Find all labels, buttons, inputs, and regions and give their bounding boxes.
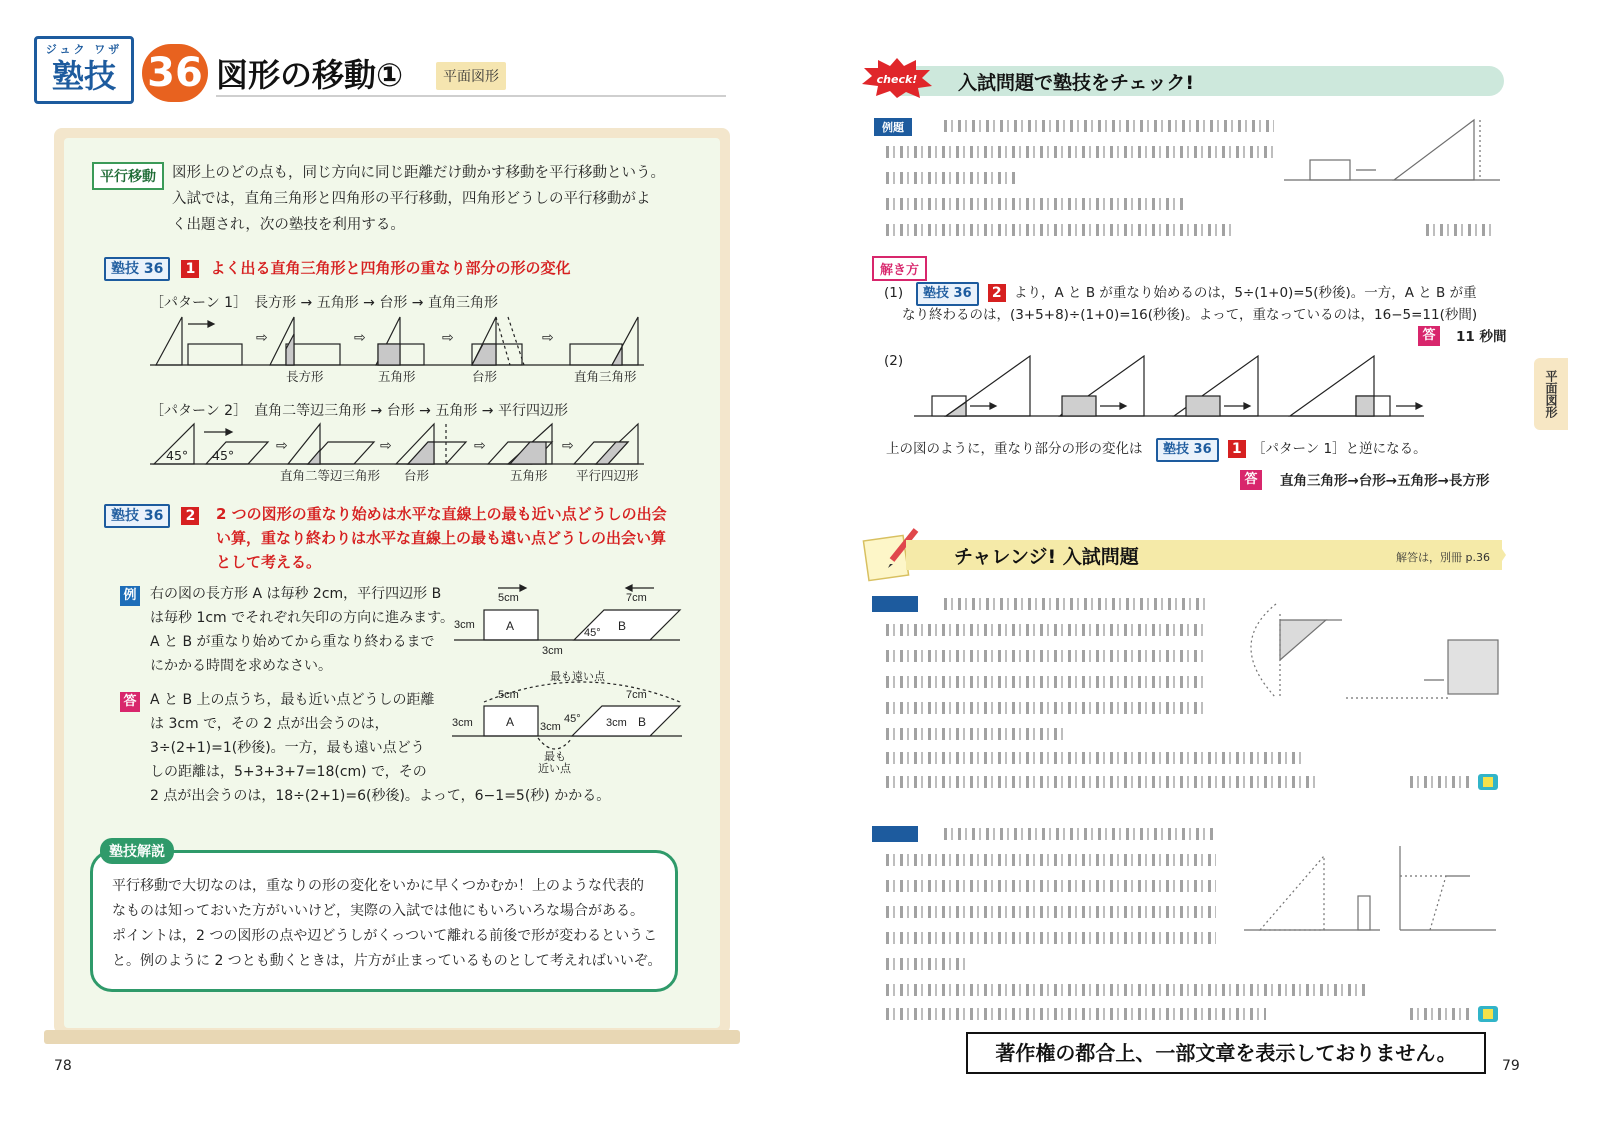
pattern-1-label-triangle: 直角三角形 xyxy=(574,369,637,384)
answer-line: 2 点が出会うのは，18÷(2+1)=6(秒後)。よって，6−1=5(秒) かかる。 xyxy=(150,788,611,804)
jukugi-2-heading-3: として考える。 xyxy=(216,553,322,571)
jukugi-1-heading: よく出る直角三角形と四角形の重なり部分の形の変化 xyxy=(210,259,571,277)
check-burst-icon xyxy=(862,58,932,98)
challenge-note: 解答は，別冊 p.36 xyxy=(1396,551,1490,564)
answer-fig-label: 3cm xyxy=(452,717,473,729)
jukugi-chip: 塾技 36 xyxy=(916,282,979,306)
example-fig-label: 5cm xyxy=(498,592,519,604)
example-fig-label: 3cm xyxy=(542,645,563,657)
redacted-text xyxy=(1410,776,1470,788)
jukugi-2-heading-2: い算，重なり終わりは水平な直線上の最も遠い点どうしの出会い算 xyxy=(216,529,667,547)
redacted-text xyxy=(886,728,1066,740)
redacted-text xyxy=(1410,1008,1470,1020)
pattern-1-label-trapezoid: 台形 xyxy=(472,369,498,384)
redacted-text xyxy=(886,1008,1266,1020)
pattern-2-diagram xyxy=(148,420,648,474)
intro-line-2: 入試では，直角三角形と四角形の平行移動，四角形どうしの平行移動がよ xyxy=(172,191,651,207)
redacted-text xyxy=(944,598,1206,610)
answer-line: は 3cm で，その 2 点が出会うのは， xyxy=(150,716,389,732)
example-problem-chip: 例題 xyxy=(874,118,912,136)
commentary-line: 平行移動で大切なのは，重なりの形の変化をいかに早くつかむか！上のような代表的 xyxy=(112,878,644,894)
example-line: 右の図の長方形 A は毎秒 2cm，平行四辺形 B xyxy=(150,586,442,602)
redacted-text xyxy=(886,172,1016,184)
category-tag: 平面図形 xyxy=(436,62,506,90)
answer-line: 3÷(2+1)=1(秒後)。一方，最も遠い点どう xyxy=(150,740,425,756)
svg-text:⇨: ⇨ xyxy=(542,330,554,346)
commentary-line: と。例のように 2 つとも動くときは，片方が止まっているものとして考えればいいぞ。 xyxy=(112,953,662,969)
jukugi-logo xyxy=(34,36,134,104)
example-fig-label: B xyxy=(618,619,627,633)
jukugi-chip: 塾技 36 xyxy=(104,257,170,281)
answer-fig-label: 7cm xyxy=(626,689,647,701)
redacted-text xyxy=(886,906,1216,918)
pattern-1-label-pentagon: 五角形 xyxy=(378,369,416,384)
pattern-1-label-rect: 長方形 xyxy=(286,369,324,384)
solution-2-diagram xyxy=(910,352,1430,424)
redacted-source xyxy=(1426,224,1496,236)
redacted-text xyxy=(886,146,1274,158)
svg-text:⇨: ⇨ xyxy=(442,330,454,346)
difficulty-icon xyxy=(1476,1004,1502,1024)
example-badge: 例 xyxy=(120,586,140,606)
commentary-text xyxy=(112,874,662,974)
page-title: 図形の移動① xyxy=(216,56,404,94)
intro-line-3: く出題され，次の塾技を利用する。 xyxy=(172,217,405,233)
answer-1-value: 11 秒間 xyxy=(1456,329,1507,345)
answer-line: A と B 上の点うち，最も近い点どうしの距離 xyxy=(150,692,435,708)
pattern-2-label-trapezoid: 台形 xyxy=(404,468,430,483)
copyright-notice: 著作権の都合上、一部文章を表示しておりません。 xyxy=(966,1032,1486,1074)
svg-text:⇨: ⇨ xyxy=(354,330,366,346)
example-problem-figure xyxy=(1284,114,1504,198)
redacted-text xyxy=(886,932,1216,944)
challenge-bar-arrow xyxy=(1496,540,1506,570)
answer-fig-label: 3cm xyxy=(540,721,561,733)
jukugi-number: 2 xyxy=(181,507,199,525)
check-title: 入試問題で塾技をチェック! xyxy=(958,72,1195,94)
title-divider xyxy=(216,95,726,97)
redacted-text xyxy=(886,776,1316,788)
jukugi-number: 1 xyxy=(181,260,199,278)
solution-1-line-2: なり終わるのは，(3+5+8)÷(1+0)=16(秒後)。よって，重なっているのは，16−5=11(秒間) xyxy=(902,307,1478,323)
redacted-text xyxy=(886,650,1206,662)
jukugi-chip: 塾技 36 xyxy=(104,504,170,528)
redacted-text xyxy=(886,958,966,970)
example-figure xyxy=(454,580,684,660)
example-line: にかかる時間を求めなさい。 xyxy=(150,658,332,674)
answer-fig-label: B xyxy=(638,715,647,729)
redacted-text xyxy=(886,984,1366,996)
answer-line: しの距離は，5+3+3+7=18(cm) で，その xyxy=(150,764,427,780)
page-number-right: 79 xyxy=(1502,1058,1520,1074)
solution-2-chip-wrap xyxy=(1156,438,1246,462)
svg-text:⇨: ⇨ xyxy=(474,438,486,454)
redacted-text xyxy=(886,224,1236,236)
logo-text: 塾技 xyxy=(51,57,116,95)
commentary-tag: 塾技解説 xyxy=(100,838,174,864)
commentary-line: なものは知っておいた方がいいけど，実際の入試では他にもいろいろな場合がある。 xyxy=(112,903,644,919)
answer-figure xyxy=(452,668,686,776)
pattern-2-label-pentagon: 五角形 xyxy=(510,468,548,483)
jukugi-number: 2 xyxy=(988,284,1006,302)
svg-text:⇨: ⇨ xyxy=(562,438,574,454)
answer-fig-label: 45° xyxy=(564,713,581,725)
redacted-text xyxy=(886,624,1206,636)
svg-text:⇨: ⇨ xyxy=(276,438,288,454)
pattern-2-label: ［パターン 2］ 直角二等辺三角形 → 台形 → 五角形 → 平行四辺形 xyxy=(150,403,568,419)
svg-text:⇨: ⇨ xyxy=(380,438,392,454)
answer-fig-label: 3cm xyxy=(606,717,627,729)
redacted-text xyxy=(886,880,1216,892)
solution-1-number: (1) xyxy=(884,285,904,301)
answer-fig-label: 5cm xyxy=(498,689,519,701)
jukugi-number: 1 xyxy=(1228,440,1246,458)
problem-1-figure xyxy=(1216,594,1504,712)
solution-2-text-a: 上の図のように，重なり部分の形の変化は xyxy=(886,441,1143,457)
pattern-1-label: ［パターン 1］ 長方形 → 五角形 → 台形 → 直角三角形 xyxy=(150,295,498,311)
page-number-left: 78 xyxy=(54,1058,72,1074)
example-fig-label: A xyxy=(506,619,515,633)
intro-line-1: 図形上のどの点も，同じ方向に同じ距離だけ動かす移動を平行移動という。 xyxy=(172,165,665,181)
redacted-text xyxy=(944,828,1216,840)
difficulty-icon xyxy=(1476,772,1502,792)
answer-2-badge: 答 xyxy=(1240,470,1262,490)
redacted-text xyxy=(886,198,1186,210)
answer-fig-label: 最も xyxy=(544,751,566,763)
board-base xyxy=(44,1030,740,1044)
challenge-title: チャレンジ! 入試問題 xyxy=(954,546,1139,568)
example-line: A と B が重なり始めてから重なり終わるまで xyxy=(150,634,435,650)
example-fig-label: 45° xyxy=(584,627,601,639)
answer-1-badge: 答 xyxy=(1418,326,1440,346)
redacted-text xyxy=(886,854,1216,866)
example-fig-label: 3cm xyxy=(454,619,475,631)
jukugi-2-header xyxy=(104,504,199,528)
commentary-line: ポイントは，2 つの図形の点や辺どうしがくっついて離れる前後で形が変わるというこ xyxy=(112,928,658,944)
redacted-text xyxy=(886,676,1206,688)
example-fig-label: 7cm xyxy=(626,592,647,604)
solution-2-text-b: ［パターン 1］と逆になる。 xyxy=(1252,441,1427,457)
side-index-tab: 平面図形 xyxy=(1534,358,1568,430)
problem-2-chip xyxy=(872,826,918,842)
angle-label-2: 45° xyxy=(212,448,235,463)
jukugi-1-header xyxy=(104,256,571,281)
answer-badge: 答 xyxy=(120,692,140,712)
svg-text:⇨: ⇨ xyxy=(256,330,268,346)
pattern-2-label-parallelogram: 平行四辺形 xyxy=(576,468,639,483)
redacted-text xyxy=(886,752,1306,764)
answer-fig-label: A xyxy=(506,715,515,729)
problem-2-figure xyxy=(1240,826,1506,948)
problem-1-chip xyxy=(872,596,918,612)
solution-tag: 解き方 xyxy=(872,256,927,281)
jukugi-2-heading-1: 2 つの図形の重なり始めは水平な直線上の最も近い点どうしの出会 xyxy=(216,505,667,523)
angle-label-1: 45° xyxy=(166,448,189,463)
jukugi-chip: 塾技 36 xyxy=(1156,438,1219,462)
answer-fig-label: 最も遠い点 xyxy=(550,671,605,683)
logo-ruby: ジュク ワザ xyxy=(45,43,123,56)
solution-1-chip-wrap xyxy=(916,282,1006,306)
check-burst-text: check! xyxy=(876,73,918,86)
answer-fig-label: 近い点 xyxy=(538,763,571,775)
example-line: は毎秒 1cm でそれぞれ矢印の方向に進みます。 xyxy=(150,610,455,626)
example-text xyxy=(150,582,454,678)
redacted-text xyxy=(886,702,1206,714)
answer-2-value: 直角三角形→台形→五角形→長方形 xyxy=(1280,473,1490,489)
redacted-text xyxy=(944,120,1274,132)
section-number-badge: 36 xyxy=(142,44,208,102)
pattern-2-label-isosceles: 直角二等辺三角形 xyxy=(280,468,381,483)
solution-2-number: (2) xyxy=(884,353,904,369)
parallel-move-tag: 平行移動 xyxy=(92,162,164,190)
solution-1-line-1: より，A と B が重なり始めるのは，5÷(1+0)=5(秒後)。一方，A と B が重 xyxy=(1014,285,1477,301)
